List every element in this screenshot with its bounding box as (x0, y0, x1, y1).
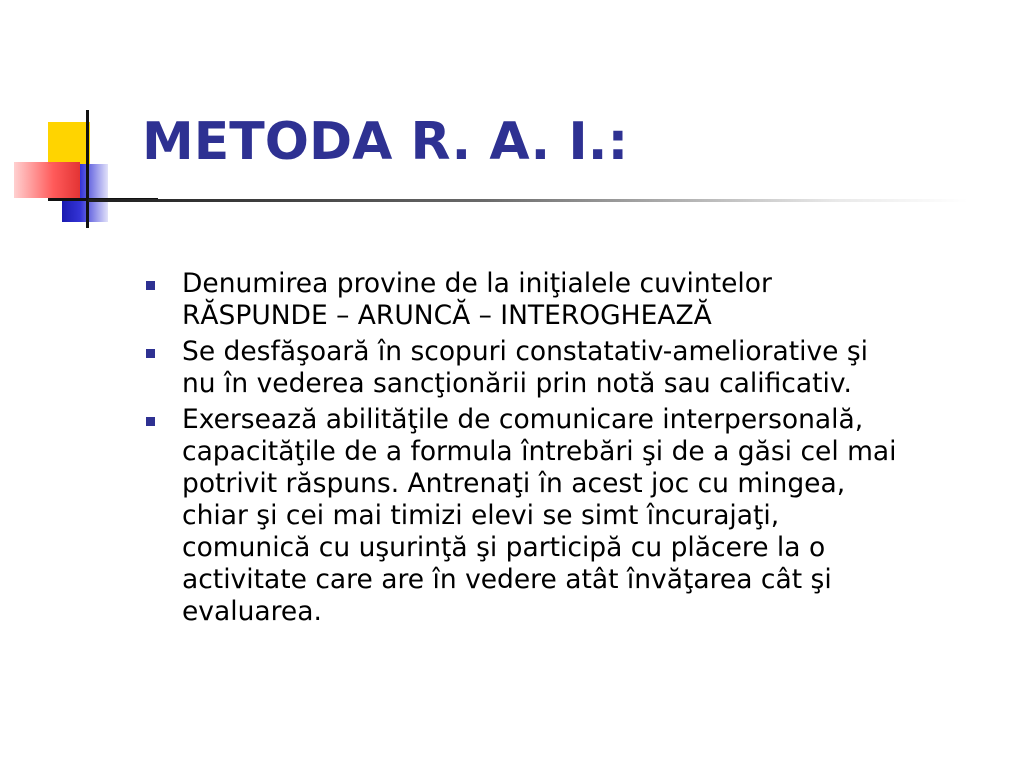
bullet-item (142, 268, 1002, 332)
square-bullet-icon (146, 349, 155, 358)
bullet-line: evaluarea. (182, 596, 322, 627)
bullet-list (142, 268, 1002, 632)
bullet-line: activitate care are în vedere atât învăţarea cât şi (182, 564, 832, 595)
bullet-item (142, 404, 1002, 628)
bullet-line: nu în vederea sancţionării prin notă sau calificativ. (182, 368, 852, 399)
bullet-line: comunică cu uşurinţă şi participă cu plăcere la o (182, 532, 826, 563)
bullet-line: Se desfăşoară în scopuri constatativ-ameliorative şi (182, 336, 869, 367)
square-bullet-icon (146, 417, 155, 426)
bullet-line: Denumirea provine de la iniţialele cuvintelor (182, 268, 772, 299)
slide-title: METODA R. A. I.: (142, 112, 629, 172)
bullet-line: Exersează abilităţile de comunicare interpersonală, (182, 404, 864, 435)
bullet-item (142, 336, 1002, 400)
bullet-line: chiar şi cei mai timizi elevi se simt încurajaţi, (182, 500, 780, 531)
square-bullet-icon (146, 281, 155, 290)
vertical-line-shape (86, 110, 89, 228)
bullet-line: RĂSPUNDE – ARUNCĂ – INTEROGHEAZĂ (182, 300, 712, 331)
yellow-square-shape (48, 122, 90, 164)
bullet-line: capacităţile de a formula întrebări şi de a găsi cel mai (182, 436, 897, 467)
bullet-line: potrivit răspuns. Antrenaţi în acest joc cu mingea, (182, 468, 846, 499)
title-underline (88, 199, 968, 202)
red-square-shape (14, 162, 80, 198)
corner-block-logo-icon (0, 0, 150, 240)
